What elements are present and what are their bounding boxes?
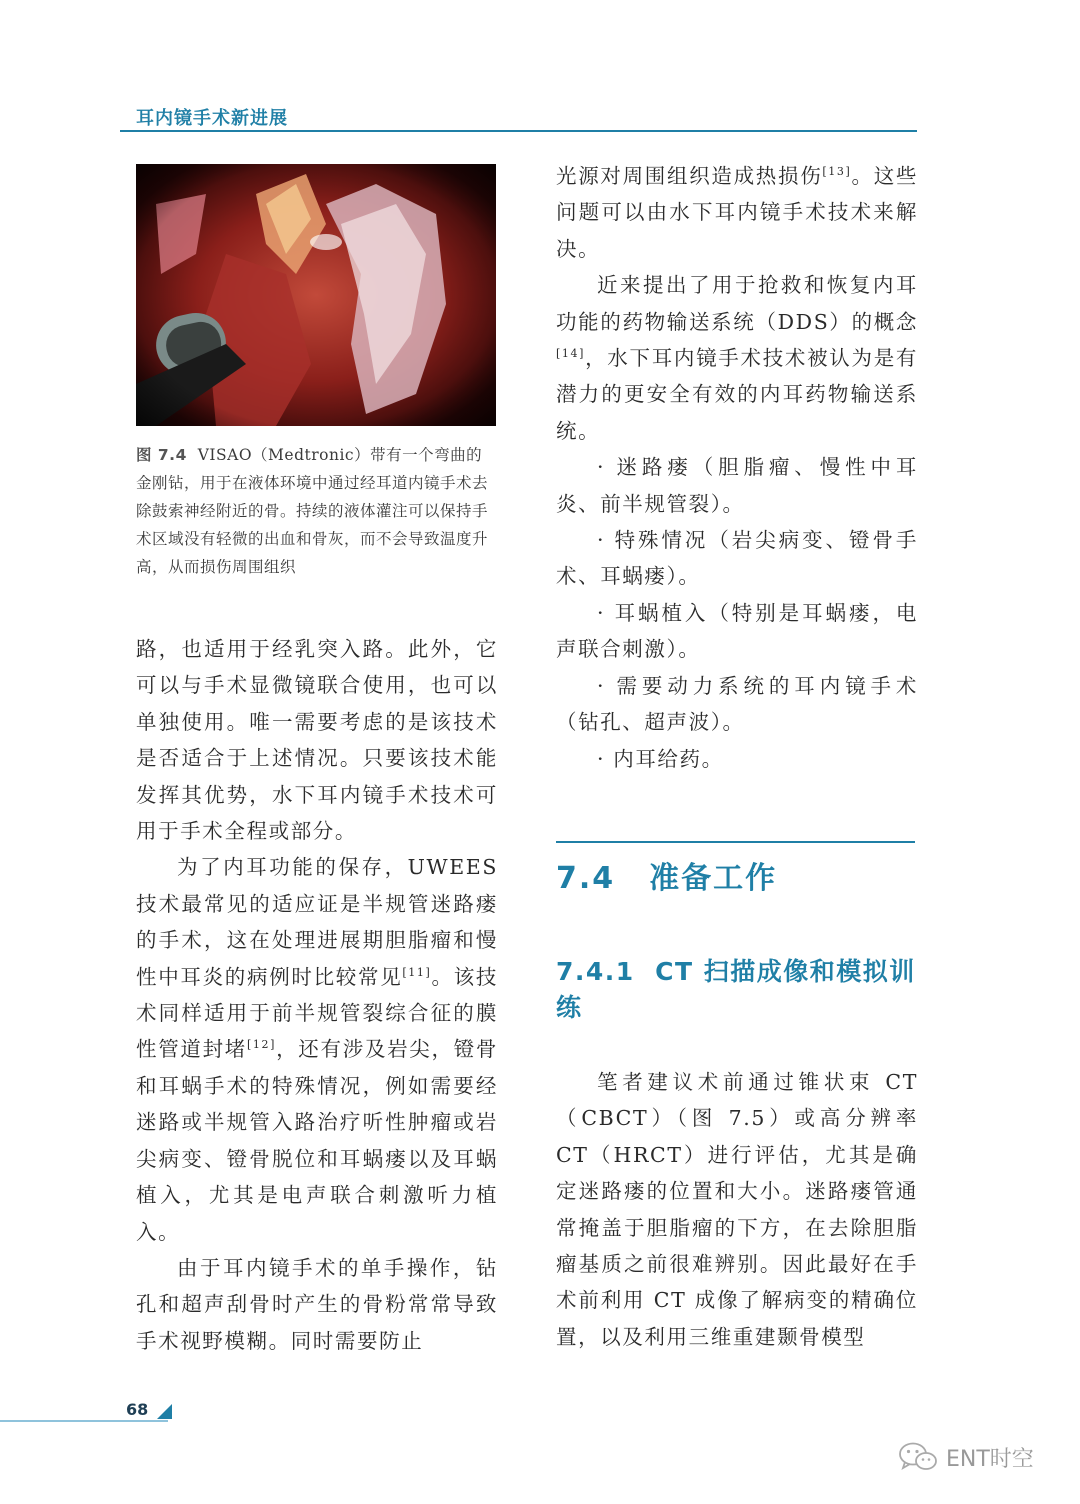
right-column-top bbox=[556, 158, 918, 777]
section-heading bbox=[556, 853, 777, 897]
section-title: 准备工作 bbox=[649, 861, 778, 896]
right-paragraph-1: 光源对周围组织造成热损伤[13]。这些问题可以由水下耳内镜手术技术来解决。 bbox=[556, 164, 918, 261]
citation-14: [14] bbox=[556, 347, 585, 361]
figure-caption-text: VISAO（Medtronic）带有一个弯曲的金刚钻，用于在液体环境中通过经耳道内镜手术去除鼓索神经附近的骨。持续的液体灌注可以保持手术区域没有轻微的出血和骨灰，而不会导致温度升高，从而损伤周围组织 bbox=[136, 446, 489, 576]
watermark-text: ENT时空 bbox=[946, 1446, 1034, 1472]
bullet-item: · 耳蜗植入（特别是耳蜗瘘，电声联合刺激）。 bbox=[556, 600, 918, 662]
chat-bubble-icon bbox=[898, 1441, 938, 1473]
left-paragraph-1: 路，也适用于经乳突入路。此外，它可以与手术显微镜联合使用，也可以单独使用。唯一需要考虑的是该技术是否适合于上述情况。只要该技术能发挥其优势，水下耳内镜手术技术可用于手术全程或部分。 bbox=[136, 637, 498, 844]
page-number: 68 bbox=[126, 1400, 149, 1419]
running-header: 耳内镜手术新进展 bbox=[136, 108, 288, 129]
endoscopic-image bbox=[136, 164, 496, 426]
right-column-bottom bbox=[556, 1064, 918, 1355]
bullet-item: · 需要动力系统的耳内镜手术（钻孔、超声波）。 bbox=[556, 673, 918, 735]
figure-caption bbox=[136, 441, 498, 581]
left-paragraph-2: 为了内耳功能的保存，UWEES 技术最常见的适应证是半规管迷路瘘的手术，这在处理进展期胆脂瘤和慢性中耳炎的病例时比较常见[11]。该技术同样适用于前半规管裂综合征的膜性管道封堵[12]，还有涉及岩尖，镫骨和耳蜗手术的特殊情况，例如需要经迷路或半规管入路治疗听性肿瘤或岩尖病变、镫骨脱位和耳蜗瘘以及耳蜗植入，尤其是电声联合刺激听力植入。 bbox=[136, 855, 499, 1244]
bullet-item: · 特殊情况（岩尖病变、镫骨手术、耳蜗瘘）。 bbox=[556, 528, 918, 589]
citation-11: [11] bbox=[402, 965, 432, 979]
figure-label: 图 7.4 bbox=[136, 446, 187, 464]
footer-rule bbox=[0, 1420, 168, 1422]
subsection-number: 7.4.1 bbox=[556, 957, 635, 986]
header-rule bbox=[120, 130, 917, 132]
citation-12: [12] bbox=[247, 1038, 276, 1052]
bullet-item: · 迷路瘘（胆脂瘤、慢性中耳炎、前半规管裂）。 bbox=[556, 455, 918, 516]
watermark bbox=[898, 1440, 1034, 1474]
subsection-heading bbox=[556, 954, 918, 1026]
bullet-item: · 内耳给药。 bbox=[597, 746, 724, 771]
section-rule bbox=[556, 841, 915, 843]
right-paragraph-3: 笔者建议术前通过锥状束 CT（CBCT）（图 7.5）或高分辨率 CT（HRCT）进行评估，尤其是确定迷路瘘的位置和大小。迷路瘘管通常掩盖于胆脂瘤的下方，在去除胆脂瘤基质之前很难辨别。因此最好在手术前利用 CT 成像了解病变的精确位置，以及利用三维重建颞骨模型 bbox=[556, 1070, 918, 1349]
section-number: 7.4 bbox=[556, 861, 616, 896]
endoscopic-figure bbox=[136, 164, 496, 426]
right-paragraph-2: 近来提出了用于抢救和恢复内耳功能的药物输送系统（DDS）的概念[14]，水下耳内镜手术技术被认为是有潜力的更安全有效的内耳药物输送系统。 bbox=[556, 273, 918, 443]
left-paragraph-3: 由于耳内镜手术的单手操作，钻孔和超声刮骨时产生的骨粉常常导致手术视野模糊。同时需要防止 bbox=[136, 1255, 498, 1353]
page-corner-marker bbox=[157, 1404, 172, 1419]
left-column bbox=[136, 631, 498, 1359]
citation-13: [13] bbox=[822, 165, 852, 178]
subsection-title: CT 扫描成像和模拟训练 bbox=[556, 957, 916, 1022]
